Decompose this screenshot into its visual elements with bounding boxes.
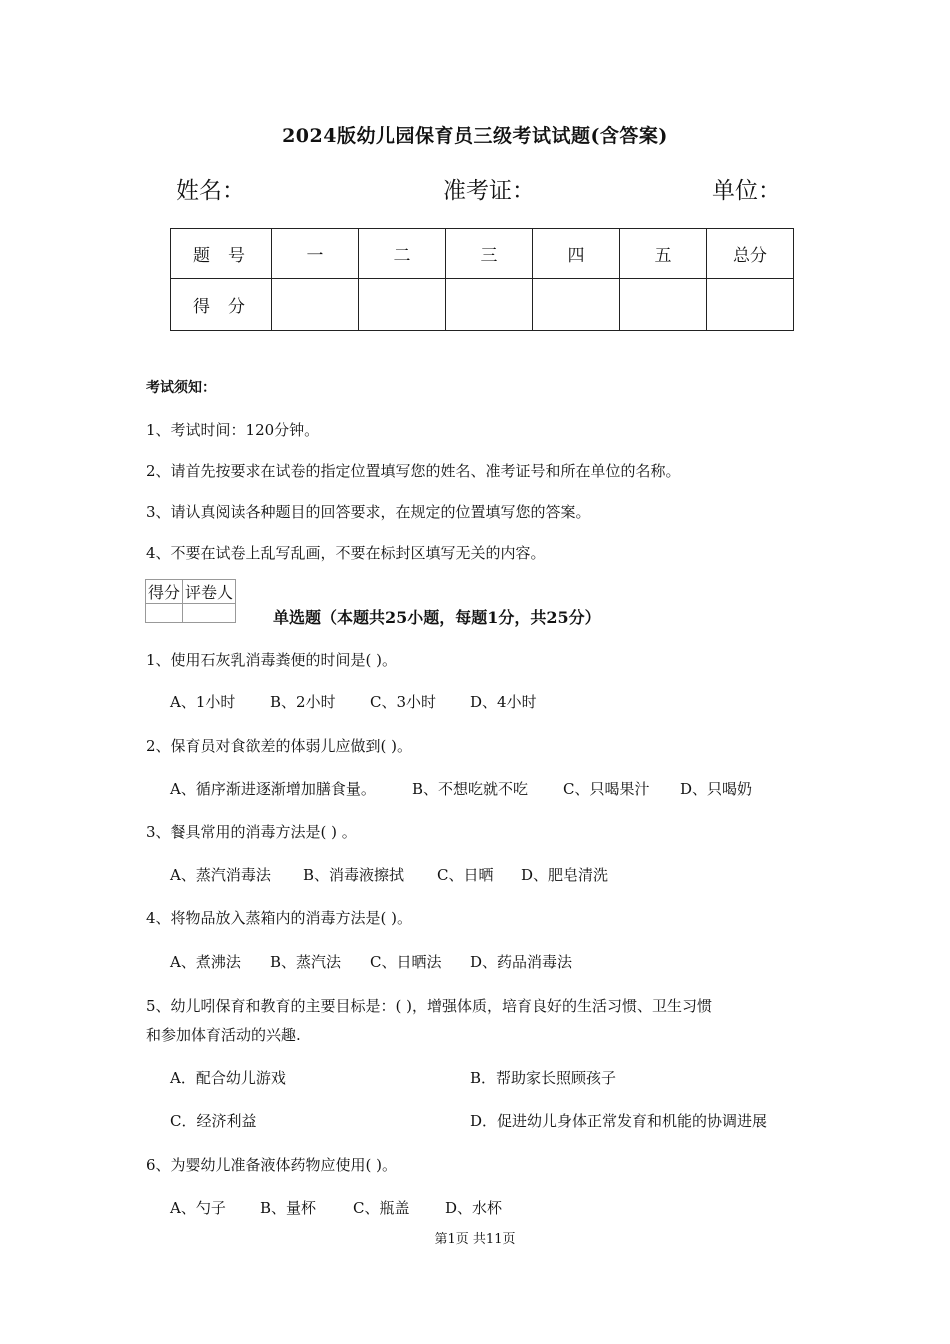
notes-title: 考试须知：: [146, 380, 216, 396]
score-input-cell[interactable]: [359, 279, 446, 331]
score-row-label: 得分: [171, 279, 272, 331]
score-input-cell[interactable]: [272, 279, 359, 331]
grader-reviewer-label: 评卷人: [183, 580, 236, 604]
option-a: A、1小时: [170, 693, 236, 711]
option-a: A、蒸汽消毒法: [170, 866, 271, 884]
note-item: 4、不要在试卷上乱写乱画，不要在标封区填写无关的内容。: [146, 544, 546, 562]
option-b: B、蒸汽法: [270, 953, 342, 971]
score-input-cell[interactable]: [533, 279, 620, 331]
score-table-score-row: [171, 279, 794, 331]
option-b: B、量杯: [260, 1199, 317, 1217]
option-a: A．配合幼儿游戏: [170, 1069, 286, 1087]
note-item: 3、请认真阅读各种题目的回答要求，在规定的位置填写您的答案。: [146, 503, 591, 521]
option-d: D、只喝奶: [680, 780, 753, 798]
score-input-cell[interactable]: [446, 279, 533, 331]
question-text: 1、使用石灰乳消毒粪便的时间是( )。: [146, 651, 398, 669]
score-header-cell: 二: [359, 229, 446, 279]
exam-number-label: 准考证：: [443, 178, 535, 204]
note-item: 2、请首先按要求在试卷的指定位置填写您的姓名、准考证号和所在单位的名称。: [146, 462, 681, 480]
option-a: A、勺子: [170, 1199, 226, 1217]
page-footer: 第1页 共11页: [434, 1232, 516, 1247]
option-c: C、只喝果汁: [563, 780, 650, 798]
score-input-cell[interactable]: [707, 279, 794, 331]
score-header-cell: 一: [272, 229, 359, 279]
name-label: 姓名：: [176, 178, 245, 204]
score-header-cell: 三: [446, 229, 533, 279]
question-text-continued: 和参加体育活动的兴趣.: [146, 1026, 301, 1044]
option-a: A、循序渐进逐渐增加膳食量。: [170, 780, 376, 798]
option-b: B、不想吃就不吃: [412, 780, 529, 798]
score-table-header-row: [171, 229, 794, 279]
option-c: C、3小时: [370, 693, 437, 711]
question-text: 5、幼儿吲保育和教育的主要目标是：( )，增强体质，培育良好的生活习惯、卫生习惯: [146, 997, 713, 1015]
grader-score-label: 得分: [146, 580, 183, 604]
unit-label: 单位：: [712, 178, 781, 204]
option-d: D、4小时: [470, 693, 537, 711]
question-text: 4、将物品放入蒸箱内的消毒方法是( )。: [146, 909, 413, 927]
option-c: C、日晒: [437, 866, 494, 884]
option-d: D．促进幼儿身体正常发育和机能的协调进展: [470, 1112, 768, 1130]
option-b: B、消毒液擦拭: [303, 866, 405, 884]
option-b: B、2小时: [270, 693, 336, 711]
option-d: D、水杯: [445, 1199, 503, 1217]
question-text: 6、为婴幼儿准备液体药物应使用( )。: [146, 1156, 398, 1174]
note-item: 1、考试时间：120分钟。: [146, 421, 320, 439]
grader-box: [145, 579, 236, 623]
score-input-cell[interactable]: [620, 279, 707, 331]
option-c: C、瓶盖: [353, 1199, 410, 1217]
score-header-cell: 五: [620, 229, 707, 279]
score-header-cell: 题号: [171, 229, 272, 279]
question-text: 2、保育员对食欲差的体弱儿应做到( )。: [146, 737, 413, 755]
grader-score-input[interactable]: [146, 604, 183, 623]
score-table: [170, 228, 794, 331]
option-b: B．帮助家长照顾孩子: [470, 1069, 617, 1087]
option-d: D、肥皂清洗: [521, 866, 609, 884]
grader-reviewer-input[interactable]: [183, 604, 236, 623]
page-title: 2024版幼儿园保育员三级考试试题(含答案): [282, 125, 668, 147]
option-c: C．经济利益: [170, 1112, 257, 1130]
option-c: C、日晒法: [370, 953, 442, 971]
question-text: 3、餐具常用的消毒方法是( ) 。: [146, 823, 357, 841]
option-d: D、药品消毒法: [470, 953, 573, 971]
score-header-cell: 四: [533, 229, 620, 279]
score-header-cell: 总分: [707, 229, 794, 279]
section-title: 单选题（本题共25小题，每题1分，共25分）: [273, 608, 601, 627]
option-a: A、煮沸法: [170, 953, 241, 971]
